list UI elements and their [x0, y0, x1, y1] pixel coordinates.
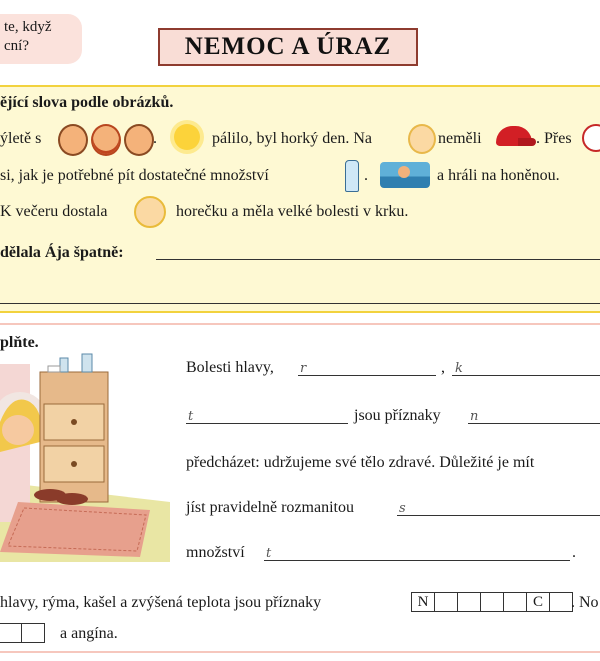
letter-cell[interactable] — [549, 592, 573, 612]
task2-line1-a: Bolesti hlavy, — [186, 359, 274, 376]
task2-line5-a: množství — [186, 544, 245, 561]
task2-line1-hint2: k — [455, 361, 463, 376]
row2-text-c: a hráli na honěnou. — [437, 167, 560, 184]
task2-line2-a: jsou příznaky — [354, 407, 441, 424]
exercise-1-panel — [0, 85, 600, 313]
blond-head-icon — [408, 124, 436, 154]
answer-line-2[interactable] — [0, 303, 600, 304]
exercise-1-instruction: ějící slova podle obrázků. — [0, 94, 174, 111]
row1-text-e: . Přes — [536, 130, 572, 147]
letter-cell[interactable]: N — [411, 592, 435, 612]
girl-face-icon — [91, 124, 121, 156]
sun-icon — [174, 124, 200, 150]
row1-text-a: ýletě s — [0, 130, 42, 147]
boy-face-icon-2 — [124, 124, 154, 156]
row1-text-d: neměli — [438, 130, 482, 147]
task2-line1-blank2[interactable] — [452, 375, 600, 376]
bottom-divider — [0, 651, 600, 653]
task2-line2-blank2[interactable] — [468, 423, 600, 424]
boy-face-icon — [58, 124, 88, 156]
task2-line2-hint1: t — [188, 409, 194, 424]
task2-line1-comma: , — [441, 359, 445, 376]
task2-line4-a: jíst pravidelně rozmanitou — [186, 499, 354, 516]
task2-line1-blank1[interactable] — [298, 375, 436, 376]
task2-line4-blank[interactable] — [397, 515, 600, 516]
row2-text-b: . — [364, 167, 368, 184]
task2-line3: předcházet: udržujeme své tělo zdravé. Důležité je mít — [186, 454, 535, 471]
letter-cell[interactable] — [457, 592, 481, 612]
answer-line-1[interactable] — [156, 259, 600, 260]
question-label: dělala Ája špatně: — [0, 244, 124, 261]
task3-after1: . No — [571, 594, 599, 611]
letter-cell[interactable] — [0, 623, 22, 643]
sick-girl-illustration — [0, 352, 170, 562]
task3-line2: a angína. — [60, 625, 118, 642]
row1-text-b: . — [153, 130, 157, 147]
letter-cell[interactable] — [480, 592, 504, 612]
task2-line5-end: . — [572, 544, 576, 561]
letter-cell[interactable] — [503, 592, 527, 612]
letter-cell[interactable]: C — [526, 592, 550, 612]
row1-text-c: pálilo, byl horký den. Na — [212, 130, 372, 147]
row3-text-a: K večeru dostala — [0, 203, 108, 220]
water-bottle-icon — [345, 160, 359, 192]
bubble-line-2: cní? — [4, 38, 29, 54]
task2-line5-hint: t — [266, 546, 272, 561]
task2-line2-blank1[interactable] — [186, 423, 348, 424]
answer-cells-1 — [412, 592, 573, 612]
page-title: NEMOC A ÚRAZ — [158, 28, 418, 66]
letter-cell[interactable] — [21, 623, 45, 643]
row2-text-a: si, jak je potřebné pít dostatečné množství — [0, 167, 269, 184]
task2-line1-hint1: r — [300, 361, 307, 376]
letter-cell[interactable] — [434, 592, 458, 612]
question-bubble — [0, 14, 82, 64]
task2-line2-hint2: n — [470, 409, 479, 424]
answer-cells-2 — [0, 623, 45, 643]
task2-line5-blank[interactable] — [264, 560, 570, 561]
task2-line4-hint: s — [399, 501, 406, 516]
swimming-icon — [380, 162, 430, 188]
girl-aja-icon — [134, 196, 166, 228]
task3-line1: hlavy, rýma, kašel a zvýšená teplota jsou příznaky — [0, 594, 322, 611]
bubble-line-1: te, když — [4, 19, 52, 35]
section-divider — [0, 323, 600, 325]
row3-text-b: horečku a měla velké bolesti v krku. — [176, 203, 409, 220]
exercise-2-instruction: plňte. — [0, 334, 39, 351]
